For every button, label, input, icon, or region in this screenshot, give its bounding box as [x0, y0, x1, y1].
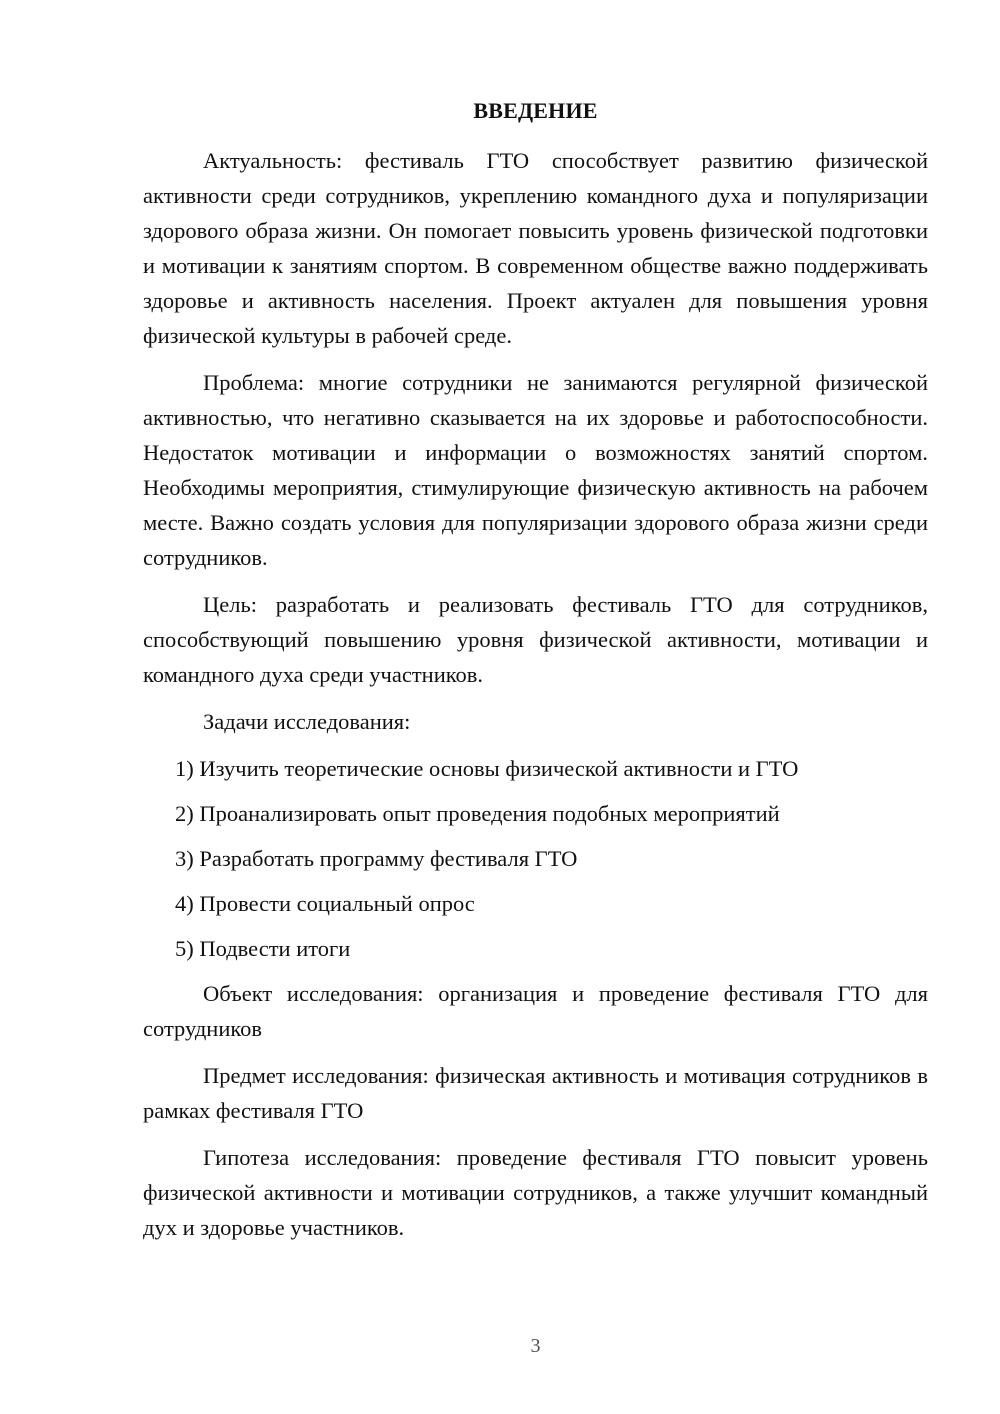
paragraph-problem: Проблема: многие сотрудники не занимаются регулярной физической активностью, что негативно сказывается на их здоровье и работоспособности. Недостаток мотивации и информации о возможностях занятий спортом. Необходимы мероприятия, стимулирующие физическую активность на рабочем месте. Важно создать условия для популяризации здорового образа жизни среди сотрудников.: [143, 370, 928, 570]
section-title: ВВЕДЕНИЕ: [473, 98, 598, 123]
paragraph-goal: Цель: разработать и реализовать фестиваль ГТО для сотрудников, способствующий повышению уровня физической активности, мотивации и командного духа среди участников.: [143, 592, 928, 687]
body-text: [143, 143, 928, 1257]
paragraph-subject: Предмет исследования: физическая активность и мотивация сотрудников в рамках фестиваля ГТО: [143, 1063, 928, 1123]
list-item: 3) Разработать программу фестиваля ГТО: [175, 846, 578, 871]
tasks-list: [143, 751, 928, 966]
document-page: [143, 0, 928, 1414]
paragraph-relevance: Актуальность: фестиваль ГТО способствует развитию физической активности среди сотрудников, укреплению командного духа и популяризации здорового образа жизни. Он помогает повысить уровень физической подготовки и мотивации к занятиям спортом. В современном обществе важно поддерживать здоровье и активность населения. Проект актуален для повышения уровня физической культуры в рабочей среде.: [143, 148, 928, 348]
list-item: 5) Подвести итоги: [175, 936, 351, 961]
paragraph-hypothesis: Гипотеза исследования: проведение фестиваля ГТО повысит уровень физической активности и мотивации сотрудников, а также улучшит командный дух и здоровье участников.: [143, 1145, 928, 1240]
paragraph-tasks-heading: Задачи исследования:: [203, 709, 411, 734]
list-item: 4) Провести социальный опрос: [175, 891, 475, 916]
paragraph-object: Объект исследования: организация и проведение фестиваля ГТО для сотрудников: [143, 981, 928, 1041]
list-item: 1) Изучить теоретические основы физической активности и ГТО: [175, 756, 799, 781]
page-number: 3: [530, 1335, 541, 1357]
list-item: 2) Проанализировать опыт проведения подобных мероприятий: [175, 801, 780, 826]
